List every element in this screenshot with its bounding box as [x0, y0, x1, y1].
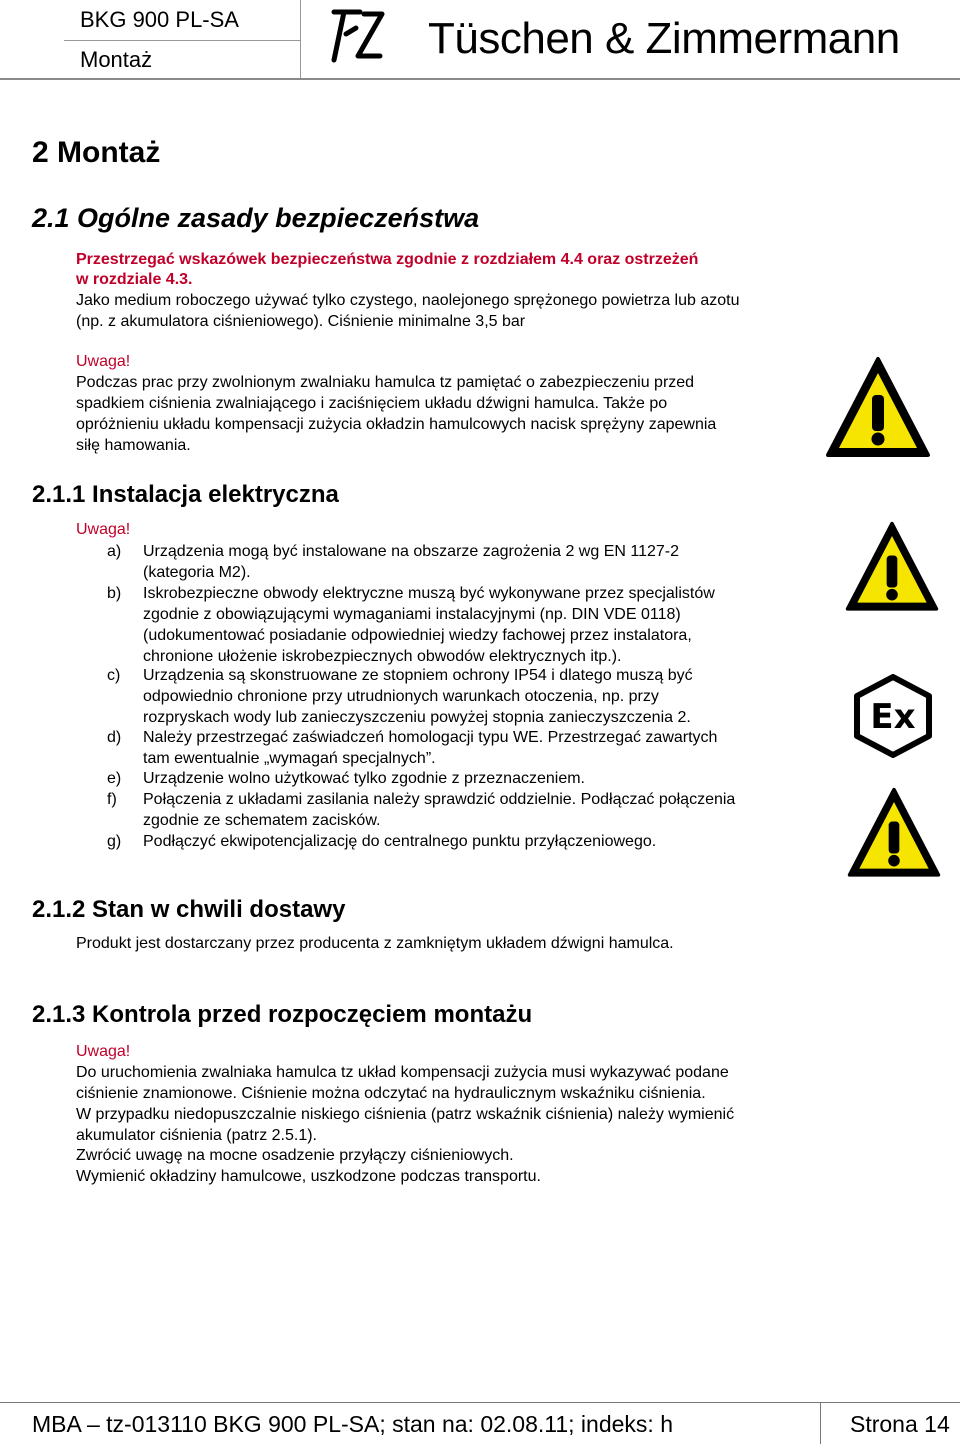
subsection-title-2-1-1: 2.1.1 Instalacja elektryczna — [32, 481, 339, 508]
list-marker: c) — [107, 667, 121, 684]
warning-label: Uwaga! — [76, 353, 131, 370]
list-item-line: Połączenia z układami zasilania należy sprawdzić oddzielnie. Podłączać połączenia — [143, 791, 736, 808]
warning-triangle-icon — [846, 786, 942, 882]
list-item-f — [76, 789, 776, 831]
list-marker: d) — [107, 729, 122, 746]
intro-line-2: (np. z akumulatora ciśnieniowego). Ciśnienie minimalne 3,5 bar — [76, 313, 526, 330]
ex-hexagon-icon — [852, 674, 934, 758]
list-marker: f) — [107, 791, 117, 808]
warning-triangle-icon — [844, 520, 940, 616]
footer-divider — [820, 1403, 821, 1444]
header-company: Tüschen & Zimmermann — [428, 14, 900, 63]
header-product: BKG 900 PL-SA — [80, 7, 239, 32]
list-item-line: zgodnie z obowiązującymi wymaganiami instalacyjnymi (np. DIN VDE 0118) — [143, 606, 681, 623]
subsection-title-2-1-3: 2.1.3 Kontrola przed rozpoczęciem montażu — [32, 1001, 533, 1028]
list-item-line: Należy przestrzegać zaświadczeń homologacji typu WE. Przestrzegać zawartych — [143, 729, 718, 746]
s213-line-4: akumulator ciśnienia (patrz 2.5.1). — [76, 1127, 317, 1144]
s213-line-6: Wymienić okładziny hamulcowe, uszkodzone podczas transportu. — [76, 1168, 541, 1185]
header-section: Montaż — [80, 47, 153, 72]
s213-line-1: Do uruchomienia zwalniaka hamulca tz układ kompensacji zużycia musi wykazywać podane — [76, 1064, 729, 1081]
subsection-title-2-1-2: 2.1.2 Stan w chwili dostawy — [32, 896, 346, 923]
list-item-line: chronione ułożenie iskrobezpiecznych obwodów elektrycznych itp.). — [143, 648, 622, 665]
list-item-line: Iskrobezpieczne obwody elektryczne muszą być wykonywane przez specjalistów — [143, 585, 715, 602]
intro-line-1: Jako medium roboczego używać tylko czystego, naolejonego sprężonego powietrza lub azotu — [76, 292, 740, 309]
s213-line-5: Zwrócić uwagę na mocne osadzenie przyłączy ciśnieniowych. — [76, 1147, 514, 1164]
list-item-g — [76, 831, 776, 852]
s213-warning-label: Uwaga! — [76, 1043, 131, 1060]
list-item-c — [76, 665, 776, 728]
s213-line-2: ciśnienie znamionowe. Ciśnienie można odczytać na hydraulicznym wskaźniku ciśnienia. — [76, 1085, 706, 1102]
header-rule — [0, 78, 960, 80]
list-item-line: Urządzenie wolno użytkować tylko zgodnie z przeznaczeniem. — [143, 770, 585, 787]
list-item-d — [76, 727, 776, 769]
warning-line-1: Podczas prac przy zwolnionym zwalniaku hamulca tz pamiętać o zabezpieczeniu przed — [76, 374, 695, 391]
list-marker: a) — [107, 543, 122, 560]
intro-red-line-2: w rozdziale 4.3. — [76, 271, 193, 288]
list-item-e — [76, 768, 776, 789]
list-item-line: (udokumentować posiadanie odpowiedniej wiedzy fachowej przez instalatora, — [143, 627, 692, 644]
list-item-line: Podłączyć ekwipotencjalizację do centralnego punktu przyłączeniowego. — [143, 833, 657, 850]
warning-line-4: siłę hamowania. — [76, 437, 191, 454]
list-marker: b) — [107, 585, 122, 602]
ex-symbol-text: Ex — [870, 697, 916, 737]
section-title: 2.1 Ogólne zasady bezpieczeństwa — [32, 203, 480, 233]
list-item-a — [76, 541, 776, 583]
list-item-b — [76, 583, 776, 667]
footer-rule — [0, 1402, 960, 1403]
list-item-line: (kategoria M2). — [143, 564, 251, 581]
footer-page-number: Strona 14 — [850, 1411, 950, 1437]
chapter-title: 2 Montaż — [32, 136, 161, 169]
s211-warning-label: Uwaga! — [76, 521, 131, 538]
company-logo — [330, 8, 390, 64]
list-marker: e) — [107, 770, 122, 787]
s212-text: Produkt jest dostarczany przez producenta z zamkniętym układem dźwigni hamulca. — [76, 935, 674, 952]
warning-triangle-icon — [824, 355, 932, 463]
list-item-line: Urządzenia są skonstruowane ze stopniem ochrony IP54 i dlatego muszą być — [143, 667, 693, 684]
warning-line-3: opróżnieniu układu kompensacji zużycia okładzin hamulcowych nacisk sprężyny zapewnia — [76, 416, 717, 433]
list-marker: g) — [107, 833, 122, 850]
list-item-line: odpowiednio chronione przy utrudnionych warunkach otoczenia, np. przy — [143, 688, 659, 705]
s213-line-3: W przypadku niedopuszczalnie niskiego ciśnienia (patrz wskaźnik ciśnienia) należy wymienić — [76, 1106, 735, 1123]
warning-line-2: spadkiem ciśnienia zwalniającego i zaciśnięciem układu dźwigni hamulca. Także po — [76, 395, 668, 412]
list-item-line: Urządzenia mogą być instalowane na obszarze zagrożenia 2 wg EN 1127-2 — [143, 543, 680, 560]
footer-doc-ref: MBA – tz-013110 BKG 900 PL-SA; stan na: 02.08.11; indeks: h — [32, 1411, 673, 1437]
list-item-line: tam ewentualnie „wymagań specjalnych”. — [143, 750, 436, 767]
list-item-line: zgodnie ze schematem zacisków. — [143, 812, 381, 829]
intro-red-line-1: Przestrzegać wskazówek bezpieczeństwa zgodnie z rozdziałem 4.4 oraz ostrzeżeń — [76, 251, 699, 268]
list-item-line: rozpryskach wody lub zanieczyszczeniu powyżej stopnia zanieczyszczenia 2. — [143, 709, 691, 726]
